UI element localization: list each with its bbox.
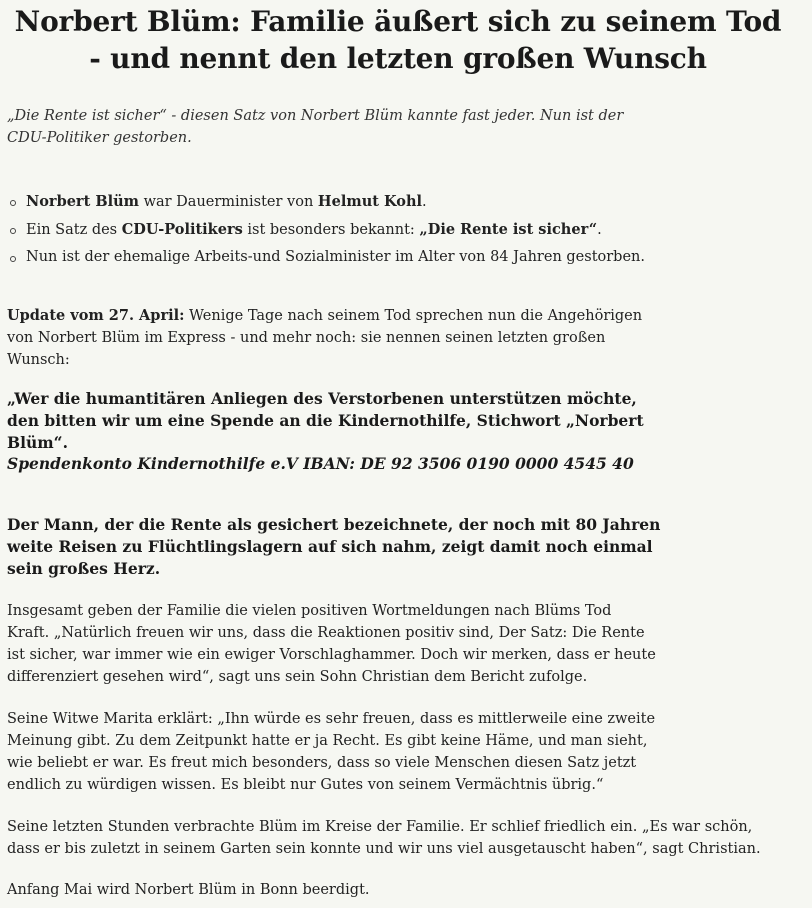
summary-item-text: . <box>597 222 602 238</box>
summary-item-text: . <box>422 194 427 210</box>
body-paragraph-1: Insgesamt geben der Familie die vielen positiven Wortmeldungen nach Blüms Tod Kraft. „Natürlich freuen wir uns, dass die Reaktionen positiv sind, Der Satz: Die Rente ist sicher, war immer wie ein ewiger Vorschlaghammer. Doch wir merken, dass er heute differenziert gesehen wird“, sagt uns sein Sohn Christian dem Bericht zufolge. <box>7 603 656 685</box>
update-text: Wenige Tage nach seinem Tod sprechen nun die Angehörigen von Norbert Blüm im Express - und mehr noch: sie nennen seinen letzten großen Wunsch: <box>7 308 643 368</box>
summary-item <box>7 244 707 271</box>
summary-item-bold-text: Norbert Blüm <box>26 193 139 210</box>
highlight-paragraph: Der Mann, der die Rente als gesichert bezeichnete, der noch mit 80 Jahren weite Reisen zu Flüchtlingslagern auf sich nahm, zeigt damit noch einmal sein großes Herz. <box>7 515 661 578</box>
summary-item <box>7 216 707 244</box>
summary-item-bold-text: Helmut Kohl <box>317 193 422 210</box>
article-lead: „Die Rente ist sicher“ - diesen Satz von Norbert Blüm kannte fast jeder. Nun ist der CDU-Politiker gestorben. <box>7 108 624 146</box>
summary-item-text: Ein Satz des <box>26 222 122 238</box>
bullet-circle-icon <box>10 228 16 234</box>
summary-item-text: ist besonders bekannt: <box>242 222 420 238</box>
summary-list <box>7 188 707 271</box>
article-title: Norbert Blüm: Familie äußert sich zu seinem Tod - und nennt den letzten großen Wunsch <box>14 5 782 75</box>
bullet-circle-icon <box>10 200 16 206</box>
summary-item-text: Nun ist der ehemalige Arbeits-und Sozialminister im Alter von 84 Jahren gestorben. <box>26 249 645 265</box>
body-paragraph-3: Seine letzten Stunden verbrachte Blüm im Kreise der Familie. Er schlief friedlich ein. „Es war schön, dass er bis zuletzt in seinem Garten sein konnte und wir uns viel ausgetauscht haben“, sagt Christian. <box>7 819 761 857</box>
summary-item <box>7 188 707 216</box>
body-paragraph-2: Seine Witwe Marita erklärt: „Ihn würde es sehr freuen, dass es mittlerweile eine zweite Meinung gibt. Zu dem Zeitpunkt hatte er ja Recht. Es gibt keine Häme, und man sieht, wie beliebt er war. Es freut mich besonders, dass so viele Menschen diesen Satz jetzt endlich zu würdigen wissen. Es bleibt nur Gutes von seinem Vermächtnis übrig.“ <box>7 711 656 793</box>
summary-item-text: war Dauerminister von <box>138 194 318 210</box>
family-quote: „Wer die humantitären Anliegen des Verstorbenen unterstützen möchte, den bitten wir um eine Spende an die Kindernothilfe, Stichwort „Norbert Blüm“. <box>7 389 644 452</box>
donation-account: Spendenkonto Kindernothilfe e.V IBAN: DE 92 3506 0190 0000 4545 40 <box>7 454 634 473</box>
update-label: Update vom 27. April: <box>7 307 185 324</box>
summary-item-bold-text: „Die Rente ist sicher“ <box>419 221 598 238</box>
update-paragraph <box>7 305 657 371</box>
summary-item-bold-text: CDU-Politikers <box>121 221 243 238</box>
body-paragraph-4: Anfang Mai wird Norbert Blüm in Bonn beerdigt. <box>7 882 370 898</box>
bullet-circle-icon <box>10 256 16 262</box>
